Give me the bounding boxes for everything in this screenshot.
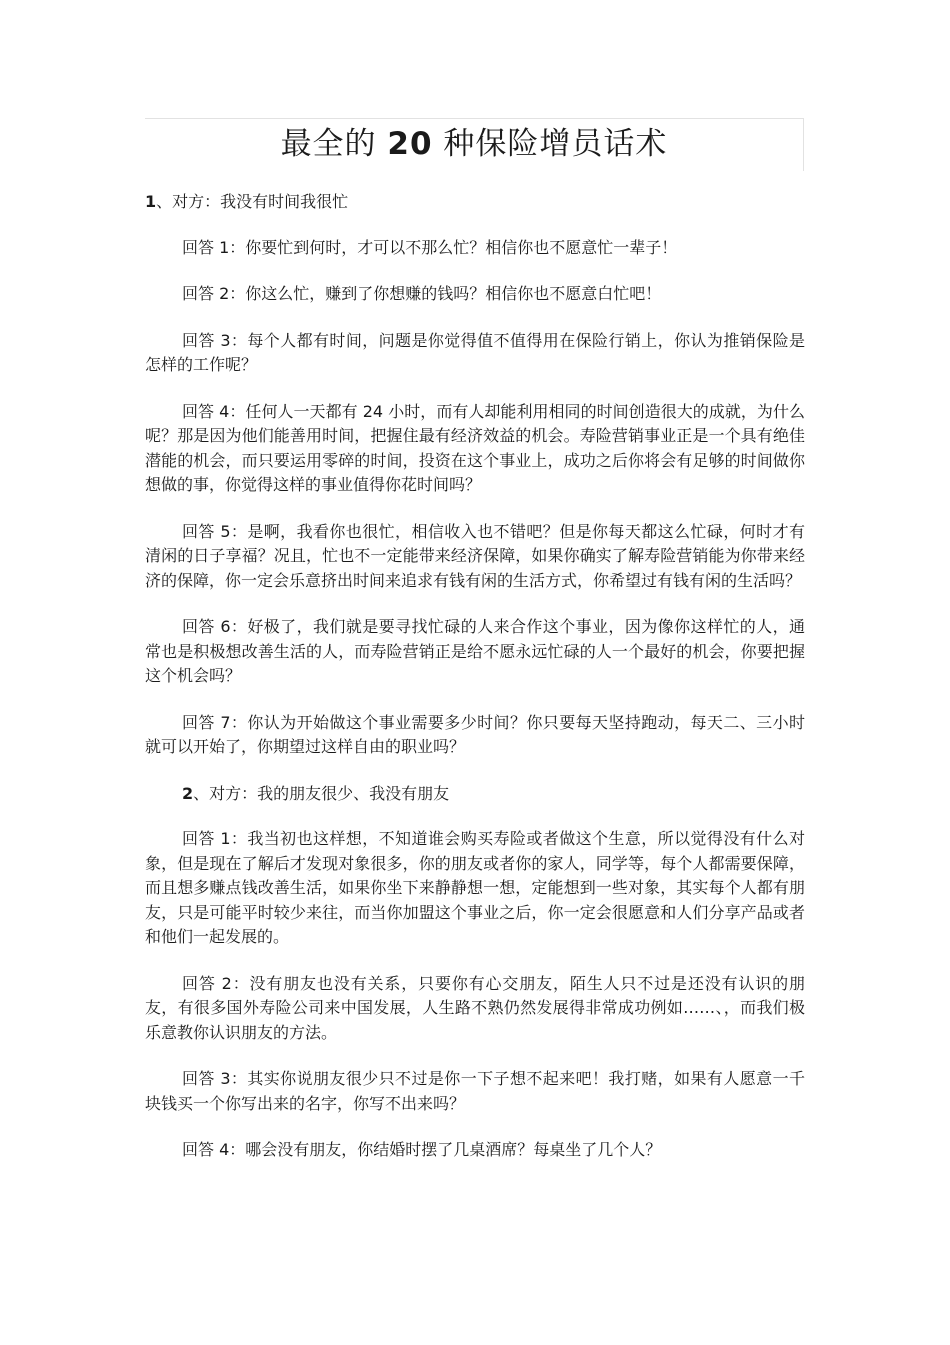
answer-2-2: 回答 2：没有朋友也没有关系，只要你有心交朋友，陌生人只不过是还没有认识的朋友，有很多国外寿险公司来中国发展，人生路不熟仍然发展得非常成功例如……、，而我们极乐意教你认识朋友的方法。 — [145, 973, 805, 1042]
document-body — [145, 190, 805, 1185]
question-number: 2 — [182, 783, 194, 803]
title-suffix: 种保险增员话术 — [443, 126, 668, 162]
title-number: 20 — [387, 126, 433, 162]
answer-2-4: 回答 4：哪会没有朋友，你结婚时摆了几桌酒席？每桌坐了几个人？ — [182, 1140, 662, 1159]
title-prefix: 最全的 — [280, 126, 377, 162]
answer-1-7: 回答 7：你认为开始做这个事业需要多少时间？你只要每天坚持跑动，每天二、三小时就可以开始了，你期望过这样自由的职业吗？ — [145, 712, 805, 756]
question-text: 、对方：我的朋友很少、我没有朋友 — [193, 783, 450, 803]
answer-1-3: 回答 3：每个人都有时间，问题是你觉得值不值得用在保险行销上，你认为推销保险是怎样的工作呢？ — [145, 330, 805, 374]
page-title — [145, 124, 803, 164]
question-1 — [145, 190, 805, 215]
answer-1-4: 回答 4：任何人一天都有 24 小时，而有人却能利用相同的时间创造很大的成就，为什么呢？那是因为他们能善用时间，把握住最有经济效益的机会。寿险营销事业正是一个具有绝佳潜能的机会，而只要运用零碎的时间，投资在这个事业上，成功之后你将会有足够的时间做你想做的事，你觉得这样的事业值得你花时间吗？ — [145, 401, 805, 494]
answer-1-1: 回答 1：你要忙到何时，才可以不那么忙？相信你也不愿意忙一辈子！ — [182, 237, 678, 257]
question-text: 、对方：我没有时间我很忙 — [156, 192, 349, 211]
question-number: 1 — [145, 192, 157, 211]
answer-1-5: 回答 5：是啊，我看你也很忙，相信收入也不错吧？但是你每天都这么忙碌，何时才有清闲的日子享福？况且，忙也不一定能带来经济保障，如果你确实了解寿险营销能为你带来经济的保障，你一定会乐意挤出时间来追求有钱有闲的生活方式，你希望过有钱有闲的生活吗？ — [145, 521, 805, 590]
question-2 — [145, 782, 805, 807]
answer-1-6: 回答 6：好极了，我们就是要寻找忙碌的人来合作这个事业，因为像你这样忙的人，通常也是积极想改善生活的人，而寿险营销正是给不愿永远忙碌的人一个最好的机会，你要把握这个机会吗？ — [145, 617, 805, 685]
answer-1-2: 回答 2：你这么忙，赚到了你想赚的钱吗？相信你也不愿意白忙吧！ — [182, 284, 662, 303]
answer-2-1: 回答 1：我当初也这样想，不知道谁会购买寿险或者做这个生意，所以觉得没有什么对象，但是现在了解后才发现对象很多，你的朋友或者你的家人，同学等，每个人都需要保障，而且想多赚点钱改善生活，如果你坐下来静静想一想，定能想到一些对象，其实每个人都有朋友，只是可能平时较少来往，而当你加盟这个事业之后，你一定会很愿意和人们分享产品或者和他们一起发展的。 — [145, 829, 805, 946]
answer-2-3: 回答 3：其实你说朋友很少只不过是你一下子想不起来吧！我打赌，如果有人愿意一千块钱买一个你写出来的名字，你写不出来吗？ — [145, 1069, 805, 1113]
